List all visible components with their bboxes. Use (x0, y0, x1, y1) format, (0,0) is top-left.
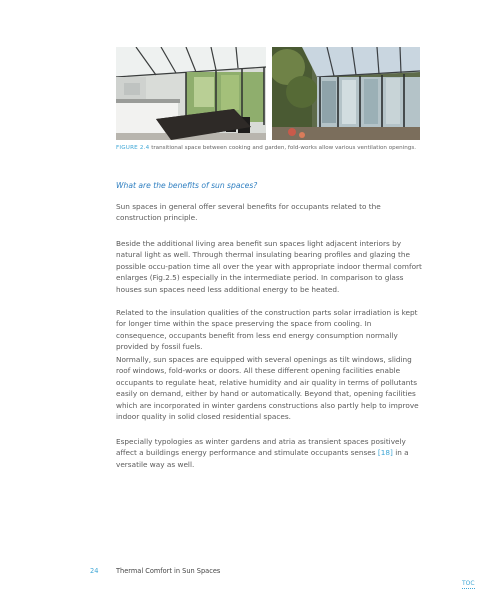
figure-caption (116, 145, 426, 152)
paragraph-1-text: Sun spaces in general offer several benefits for occupants related to the construction principle. (116, 202, 381, 223)
paragraph-4-text: Normally, sun spaces are equipped with several openings as tilt windows, sliding roof windows, fold-works or doors. All these different opening facilities enable occupants to regulate heat, relative humidity and air quality in terms of pollutants easily on demand, either by hand or automatically. Beyond that, opening facilities which are incorporated in winter gardens constructions also partly help to improve indoor quality in solid closed residential spaces. (116, 355, 419, 422)
paragraph-5-end: in a versatile way as well. (116, 448, 409, 469)
paragraph-3 (116, 307, 422, 353)
section-heading: What are the benefits of sun spaces? (116, 181, 258, 190)
citation-link[interactable]: [18] (377, 448, 393, 458)
paragraph-3-text: Related to the insulation qualities of the construction parts solar irradiation is kept for longer time within the space preserving the space from cooling. In consequence, occupants benefit from less end energy consumption normally provided by fossil fuels. (116, 308, 418, 352)
kitchen-sunspace-photo (116, 47, 266, 140)
toc-link[interactable]: TOC (462, 580, 475, 587)
paragraph-5 (116, 436, 422, 470)
paragraph-5-start: Especially typologies as winter gardens and atria as transient spaces positively affect a buildings energy performance and stimulate occupants senses (116, 437, 406, 458)
paragraph-1 (116, 201, 422, 224)
paragraph-4 (116, 354, 422, 422)
figure-label: FIGURE 2.4 (116, 145, 150, 151)
paragraph-5-text (116, 436, 422, 470)
paragraph-2 (116, 238, 422, 295)
running-title: Thermal Comfort in Sun Spaces (116, 567, 221, 575)
figure-caption-text: transitional space between cooking and garden, fold-works allow various ventilation openings. (151, 145, 417, 151)
page-number: 24 (90, 567, 99, 575)
foldwork-sunspace-photo (272, 47, 420, 140)
paragraph-2-text: Beside the additional living area benefit sun spaces light adjacent interiors by natural light as well. Through thermal insulating bearing profiles and glazing the possible occu-pation time all over the year with appropriate indoor thermal comfort enlarges (Fig.2.5) especially in the intermediate period. In comparison to glass houses sun spaces need less additional energy to be heated. (116, 239, 422, 294)
